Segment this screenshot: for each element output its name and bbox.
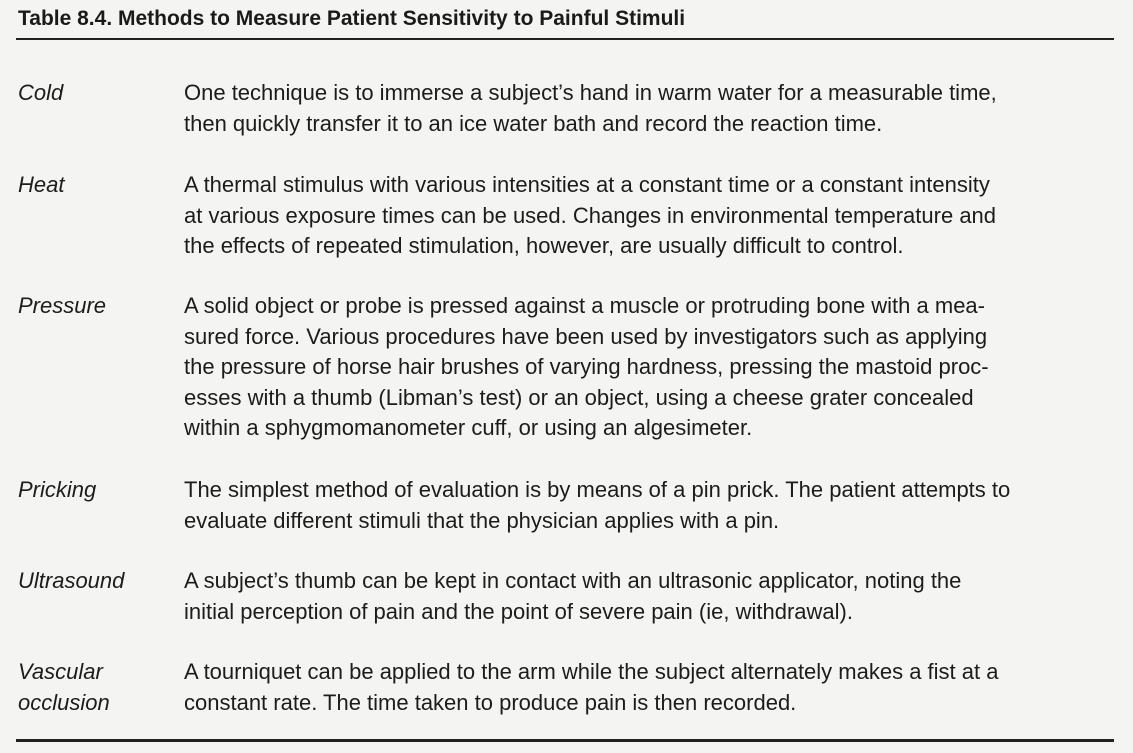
term-line: Ultrasound [18, 568, 125, 593]
description-line: then quickly transfer it to an ice water bath and record the reaction time. [184, 110, 883, 136]
description-line: The simplest method of evaluation is by means of a pin prick. The patient attempts to [184, 477, 1011, 502]
row-description [184, 170, 1124, 262]
row-description [184, 291, 1124, 444]
description-line: A thermal stimulus with various intensities at a constant time or a constant intensity [184, 172, 990, 197]
row-description [184, 657, 1124, 718]
row-description [184, 78, 1124, 139]
row-description [184, 475, 1124, 536]
description-line: initial perception of pain and the point of severe pain (ie, withdrawal). [184, 598, 853, 624]
bottom-rule [16, 739, 1114, 742]
row-term [18, 566, 178, 597]
description-line: within a sphygmomanometer cuff, or using an algesimeter. [184, 415, 753, 440]
term-line: Pricking [18, 477, 97, 502]
description-line: the effects of repeated stimulation, however, are usually difficult to control. [184, 233, 904, 258]
description-line: evaluate different stimuli that the physician applies with a pin. [184, 507, 780, 533]
term-line: occlusion [18, 689, 110, 715]
description-line: at various exposure times can be used. Changes in environmental temperature and [184, 202, 997, 228]
description-line: A subject’s thumb can be kept in contact with an ultrasonic applicator, noting the [184, 568, 962, 593]
top-rule [16, 38, 1114, 40]
description-line: constant rate. The time taken to produce pain is then recorded. [184, 689, 797, 715]
row-term [18, 170, 178, 201]
description-line: sured force. Various procedures have been used by investigators such as applying [184, 323, 988, 349]
description-line: A solid object or probe is pressed against a muscle or protruding bone with a mea- [184, 293, 985, 318]
term-line: Vascular [18, 659, 103, 684]
term-line: Pressure [18, 293, 107, 318]
description-line: One technique is to immerse a subject’s hand in warm water for a measurable time, [184, 80, 997, 105]
row-term [18, 657, 178, 718]
table-title: Table 8.4. Methods to Measure Patient Sensitivity to Painful Stimuli [18, 7, 686, 30]
description-line: A tourniquet can be applied to the arm while the subject alternately makes a fist at a [184, 659, 999, 684]
row-term [18, 475, 178, 506]
term-line: Heat [18, 172, 65, 197]
term-line: Cold [18, 80, 64, 105]
description-line: esses with a thumb (Libman’s test) or an object, using a cheese grater concealed [184, 384, 974, 410]
row-description [184, 566, 1124, 627]
row-term [18, 291, 178, 322]
row-term [18, 78, 178, 109]
description-line: the pressure of horse hair brushes of varying hardness, pressing the mastoid proc- [184, 354, 989, 379]
